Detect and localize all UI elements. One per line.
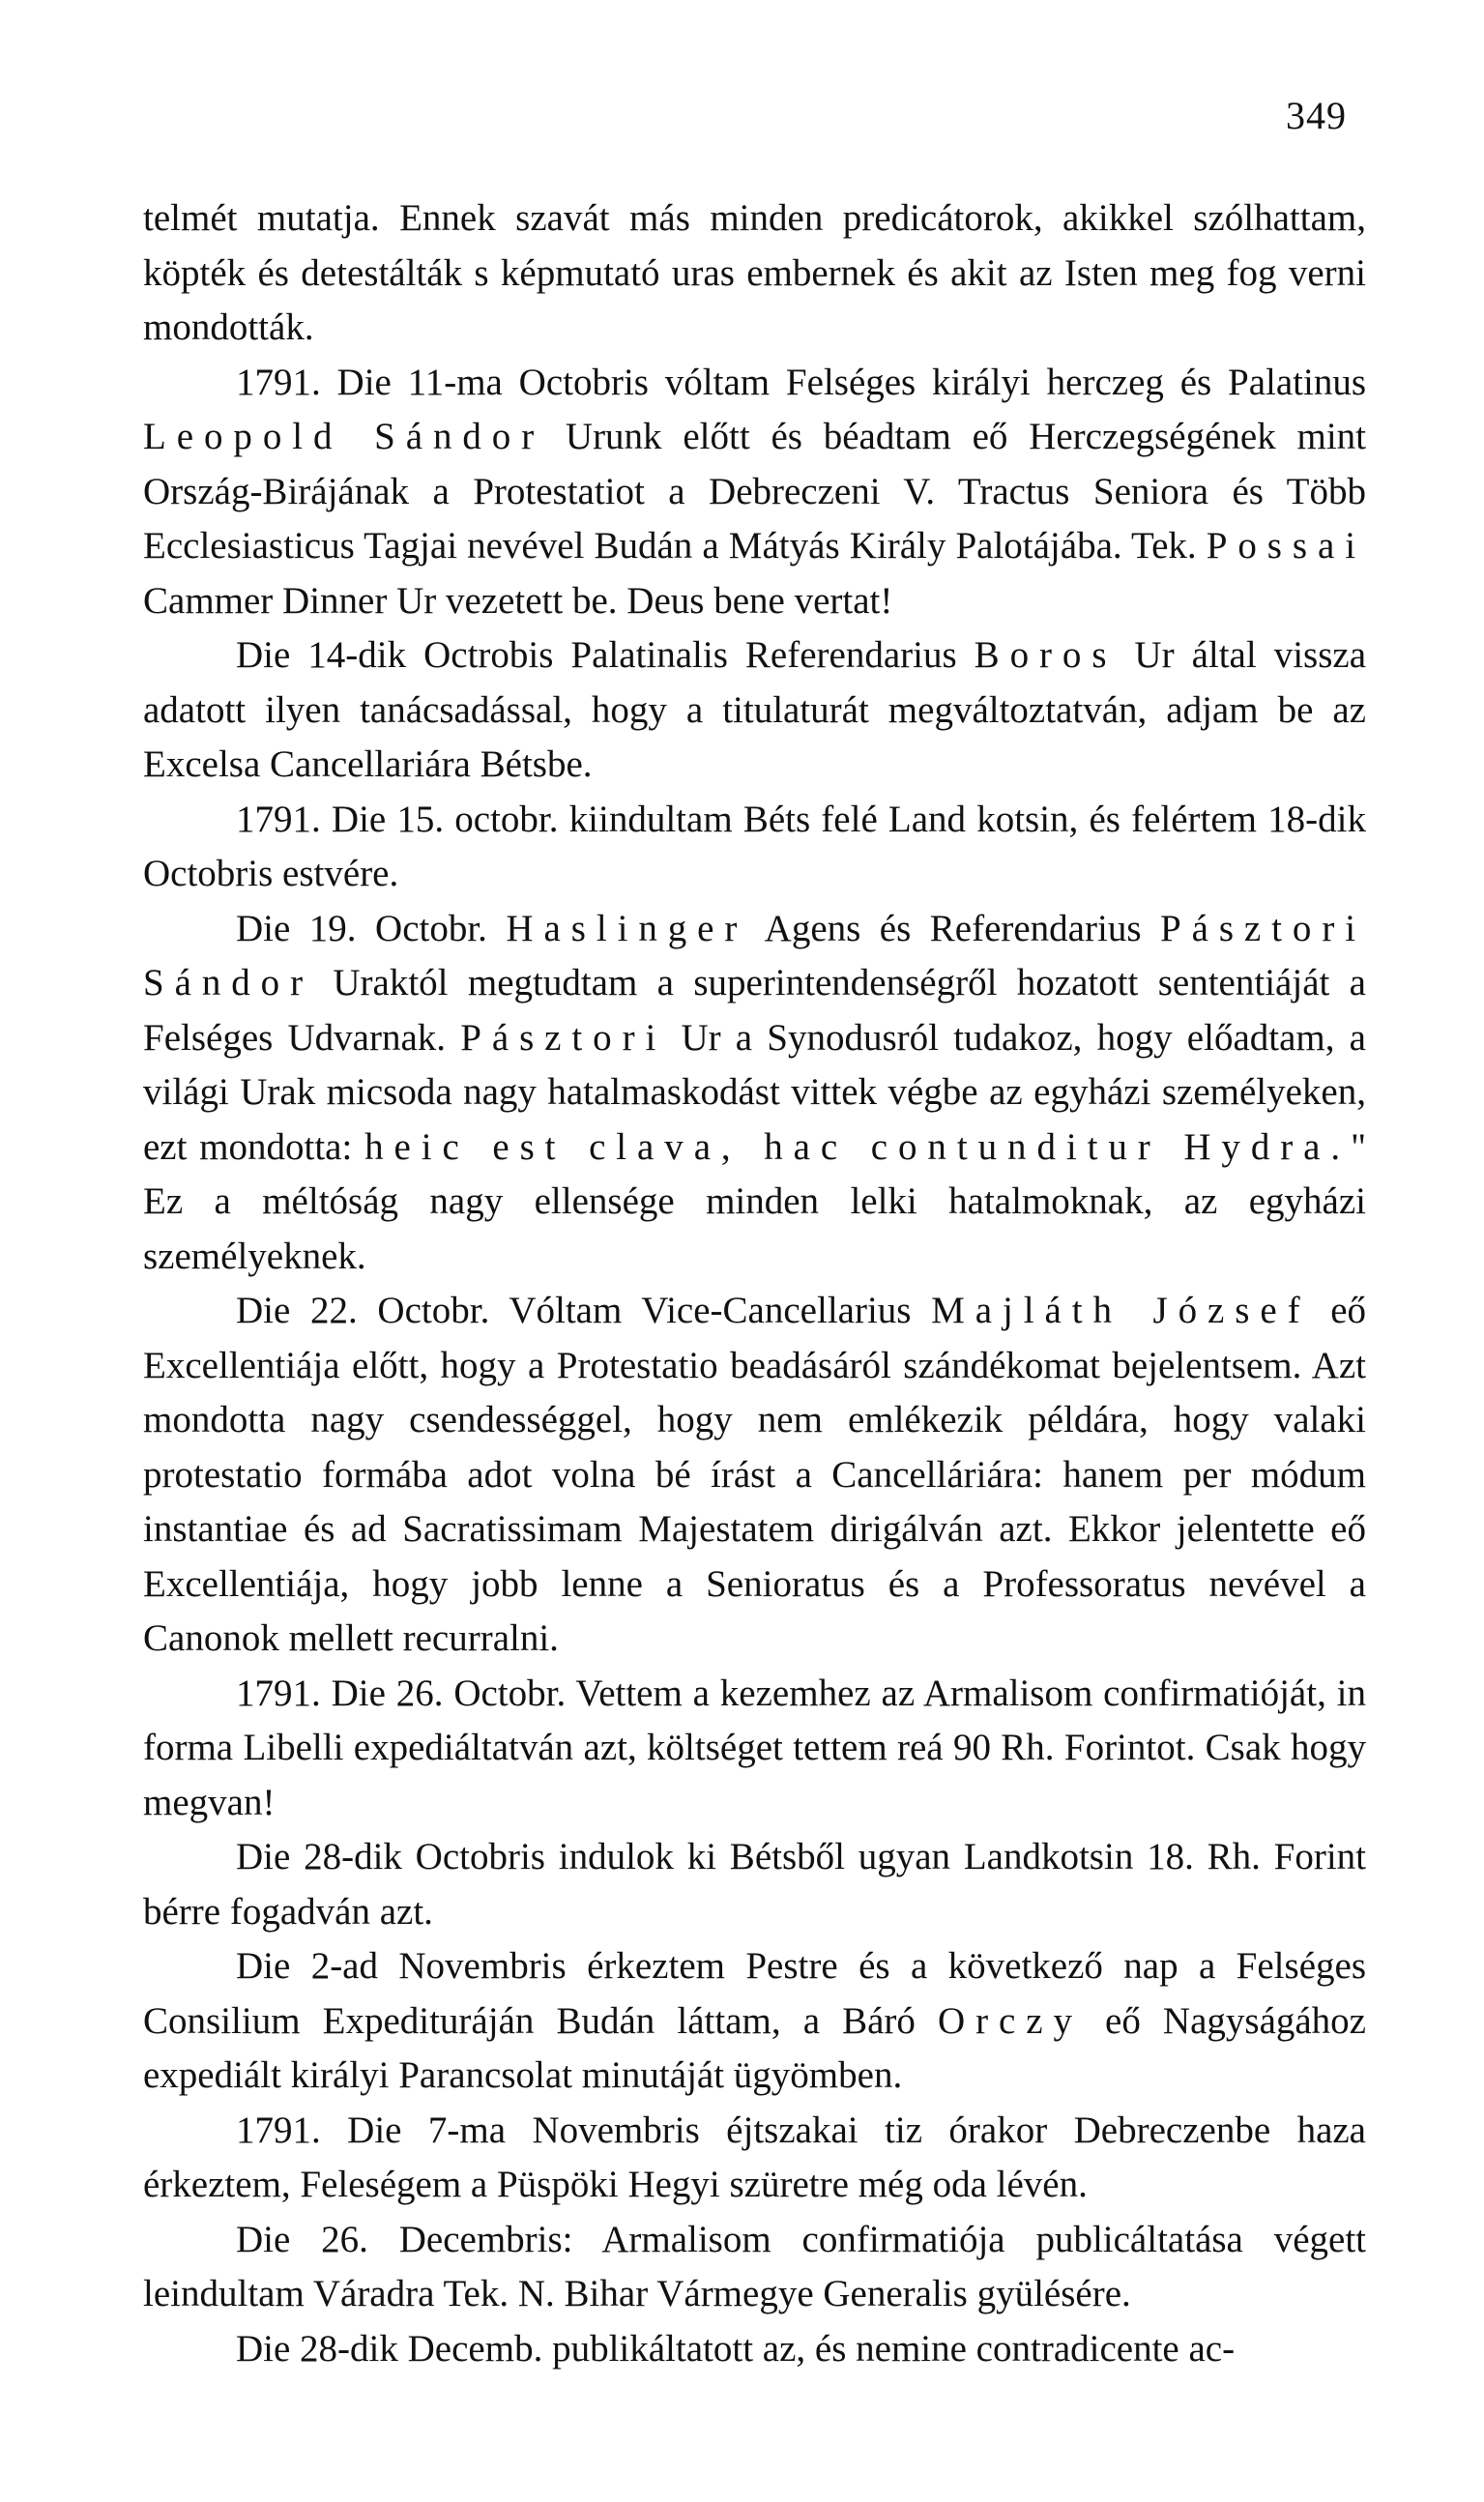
paragraph-oct-14 — [143, 628, 1366, 793]
paragraph-text: 1791. Die 26. Octobr. Vettem a kezemhez az Armalisom confirmatióját, in forma Libelli expediáltatván azt, költséget tettem reá 90 Rh. Forintot. Csak hogy megvan! — [143, 1672, 1366, 1823]
body-text — [143, 191, 1366, 2376]
text-segment: Die 19. Octobr. — [236, 907, 507, 949]
text-segment: Ur a Synodusról tudakoz, hogy előadtam, a világi Urak micsoda nagy hatalmaskodást vittek végbe az egyházi személyeken, ezt mondotta: — [143, 1016, 1366, 1168]
spaced-name: Leopold Sándor — [143, 416, 545, 457]
spaced-name: Possai — [1206, 525, 1366, 567]
paragraph-oct-26 — [143, 1667, 1366, 1831]
paragraph-dec-26 — [143, 2213, 1366, 2322]
spaced-name: Pásztori Sándor — [143, 907, 1366, 1004]
paragraph-continuation — [143, 191, 1366, 356]
text-segment: Cammer Dinner Ur vezetett be. Deus bene vertat! — [143, 579, 893, 622]
text-segment: Ur által vissza adatott ilyen tanácsadással, hogy a titulaturát megváltoztatván, adjam be az Excelsa Cancellariára Bétsbe. — [143, 634, 1366, 785]
spaced-name: Majláth József — [931, 1290, 1311, 1331]
paragraph-text: telmét mutatja. Ennek szavát más minden predicátorok, akikkel szólhattam, köpték és detestálták s képmutató uras embernek és akit az Isten meg fog verni mondották. — [143, 197, 1366, 348]
paragraph-text: Die 26. Decembris: Armalisom confirmatiója publicáltatása végett leindultam Váradra Tek. N. Bihar Vármegye Generalis gyülésére. — [143, 2218, 1366, 2314]
text-segment: Die 14-dik Octrobis Palatinalis Referendarius — [236, 634, 975, 676]
paragraph-oct-15 — [143, 793, 1366, 902]
text-segment: 1791. Die 11-ma Octobris vóltam Felséges királyi herczeg és Palatinus — [236, 361, 1366, 403]
spaced-name: Orczy — [938, 1999, 1083, 2042]
paragraph-oct-28 — [143, 1830, 1366, 1939]
text-segment: Die 2-ad Novembris érkeztem Pestre és a következő nap a Felséges Consilium Expedituráján Budán láttam, a Báró — [143, 1945, 1366, 2042]
paragraph-dec-28 — [143, 2322, 1366, 2377]
page-number: 349 — [1286, 94, 1347, 137]
paragraph-text: Die 28-dik Decemb. publikáltatott az, és nemine contradicente ac- — [236, 2327, 1236, 2370]
paragraph-text: Die 28-dik Octobris indulok ki Bétsből ugyan Landkotsin 18. Rh. Forint bérre fogadván azt. — [143, 1836, 1366, 1933]
paragraph-oct-19 — [143, 902, 1366, 1285]
spaced-quote: heic est clava, hac contunditur Hydra. — [364, 1125, 1352, 1168]
paragraph-nov-2 — [143, 1939, 1366, 2104]
spaced-name: Haslinger — [506, 907, 748, 949]
text-segment: Urunk előtt és béadtam eő Herczegségének mint Ország-Birájának a Protestatiot a Debreczeni V. Tractus Seniora és Több Ecclesiasticus Tagjai nevével Budán a Mátyás Király Palotájába. Tek. — [143, 416, 1366, 567]
text-segment: eő Nagyságához expediált királyi Parancsolat minutáját ügyömben. — [143, 1999, 1366, 2096]
text-segment: Agens és Referendarius — [747, 907, 1160, 949]
text-segment: eő Excellentiája előtt, hogy a Protestatio beadásáról szándékomat bejelentsem. Azt mondotta nagy csendességgel, hogy nem emlékezik példára, hogy valaki protestatio formába adot volna bé írást a Cancelláriára: hanem per módum instantiae és ad Sacratissimam Majestatem dirigálván azt. Ekkor jelentette eő Excellentiája, hogy jobb lenne a Senioratus és a Professoratus nevével a Canonok mellett recurralni. — [143, 1290, 1366, 1659]
spaced-name: Boros — [974, 634, 1118, 676]
text-segment: Die 22. Octobr. Vóltam Vice-Cancellarius — [236, 1290, 932, 1331]
text-segment: " Ez a méltóság nagy ellensége minden lelki hatalmoknak, az egyházi személyeknek. — [143, 1125, 1367, 1277]
paragraph-text: 1791. Die 7-ma Novembris éjtszakai tiz órakor Debreczenbe haza érkeztem, Feleségem a Püspöki Hegyi szüretre még oda lévén. — [143, 2109, 1366, 2205]
paragraph-oct-22 — [143, 1284, 1366, 1667]
text-segment: Uraktól megtudtam a superintendenségről hozatott sententiáját a Felséges Udvarnak. — [143, 962, 1366, 1059]
spaced-name: Pásztori — [460, 1016, 667, 1059]
paragraph-text: 1791. Die 15. octobr. kiindultam Béts felé Land kotsin, és felértem 18-dik Octobris estvére. — [143, 798, 1366, 894]
paragraph-nov-7 — [143, 2104, 1366, 2213]
paragraph-1791-oct-11 — [143, 356, 1366, 629]
